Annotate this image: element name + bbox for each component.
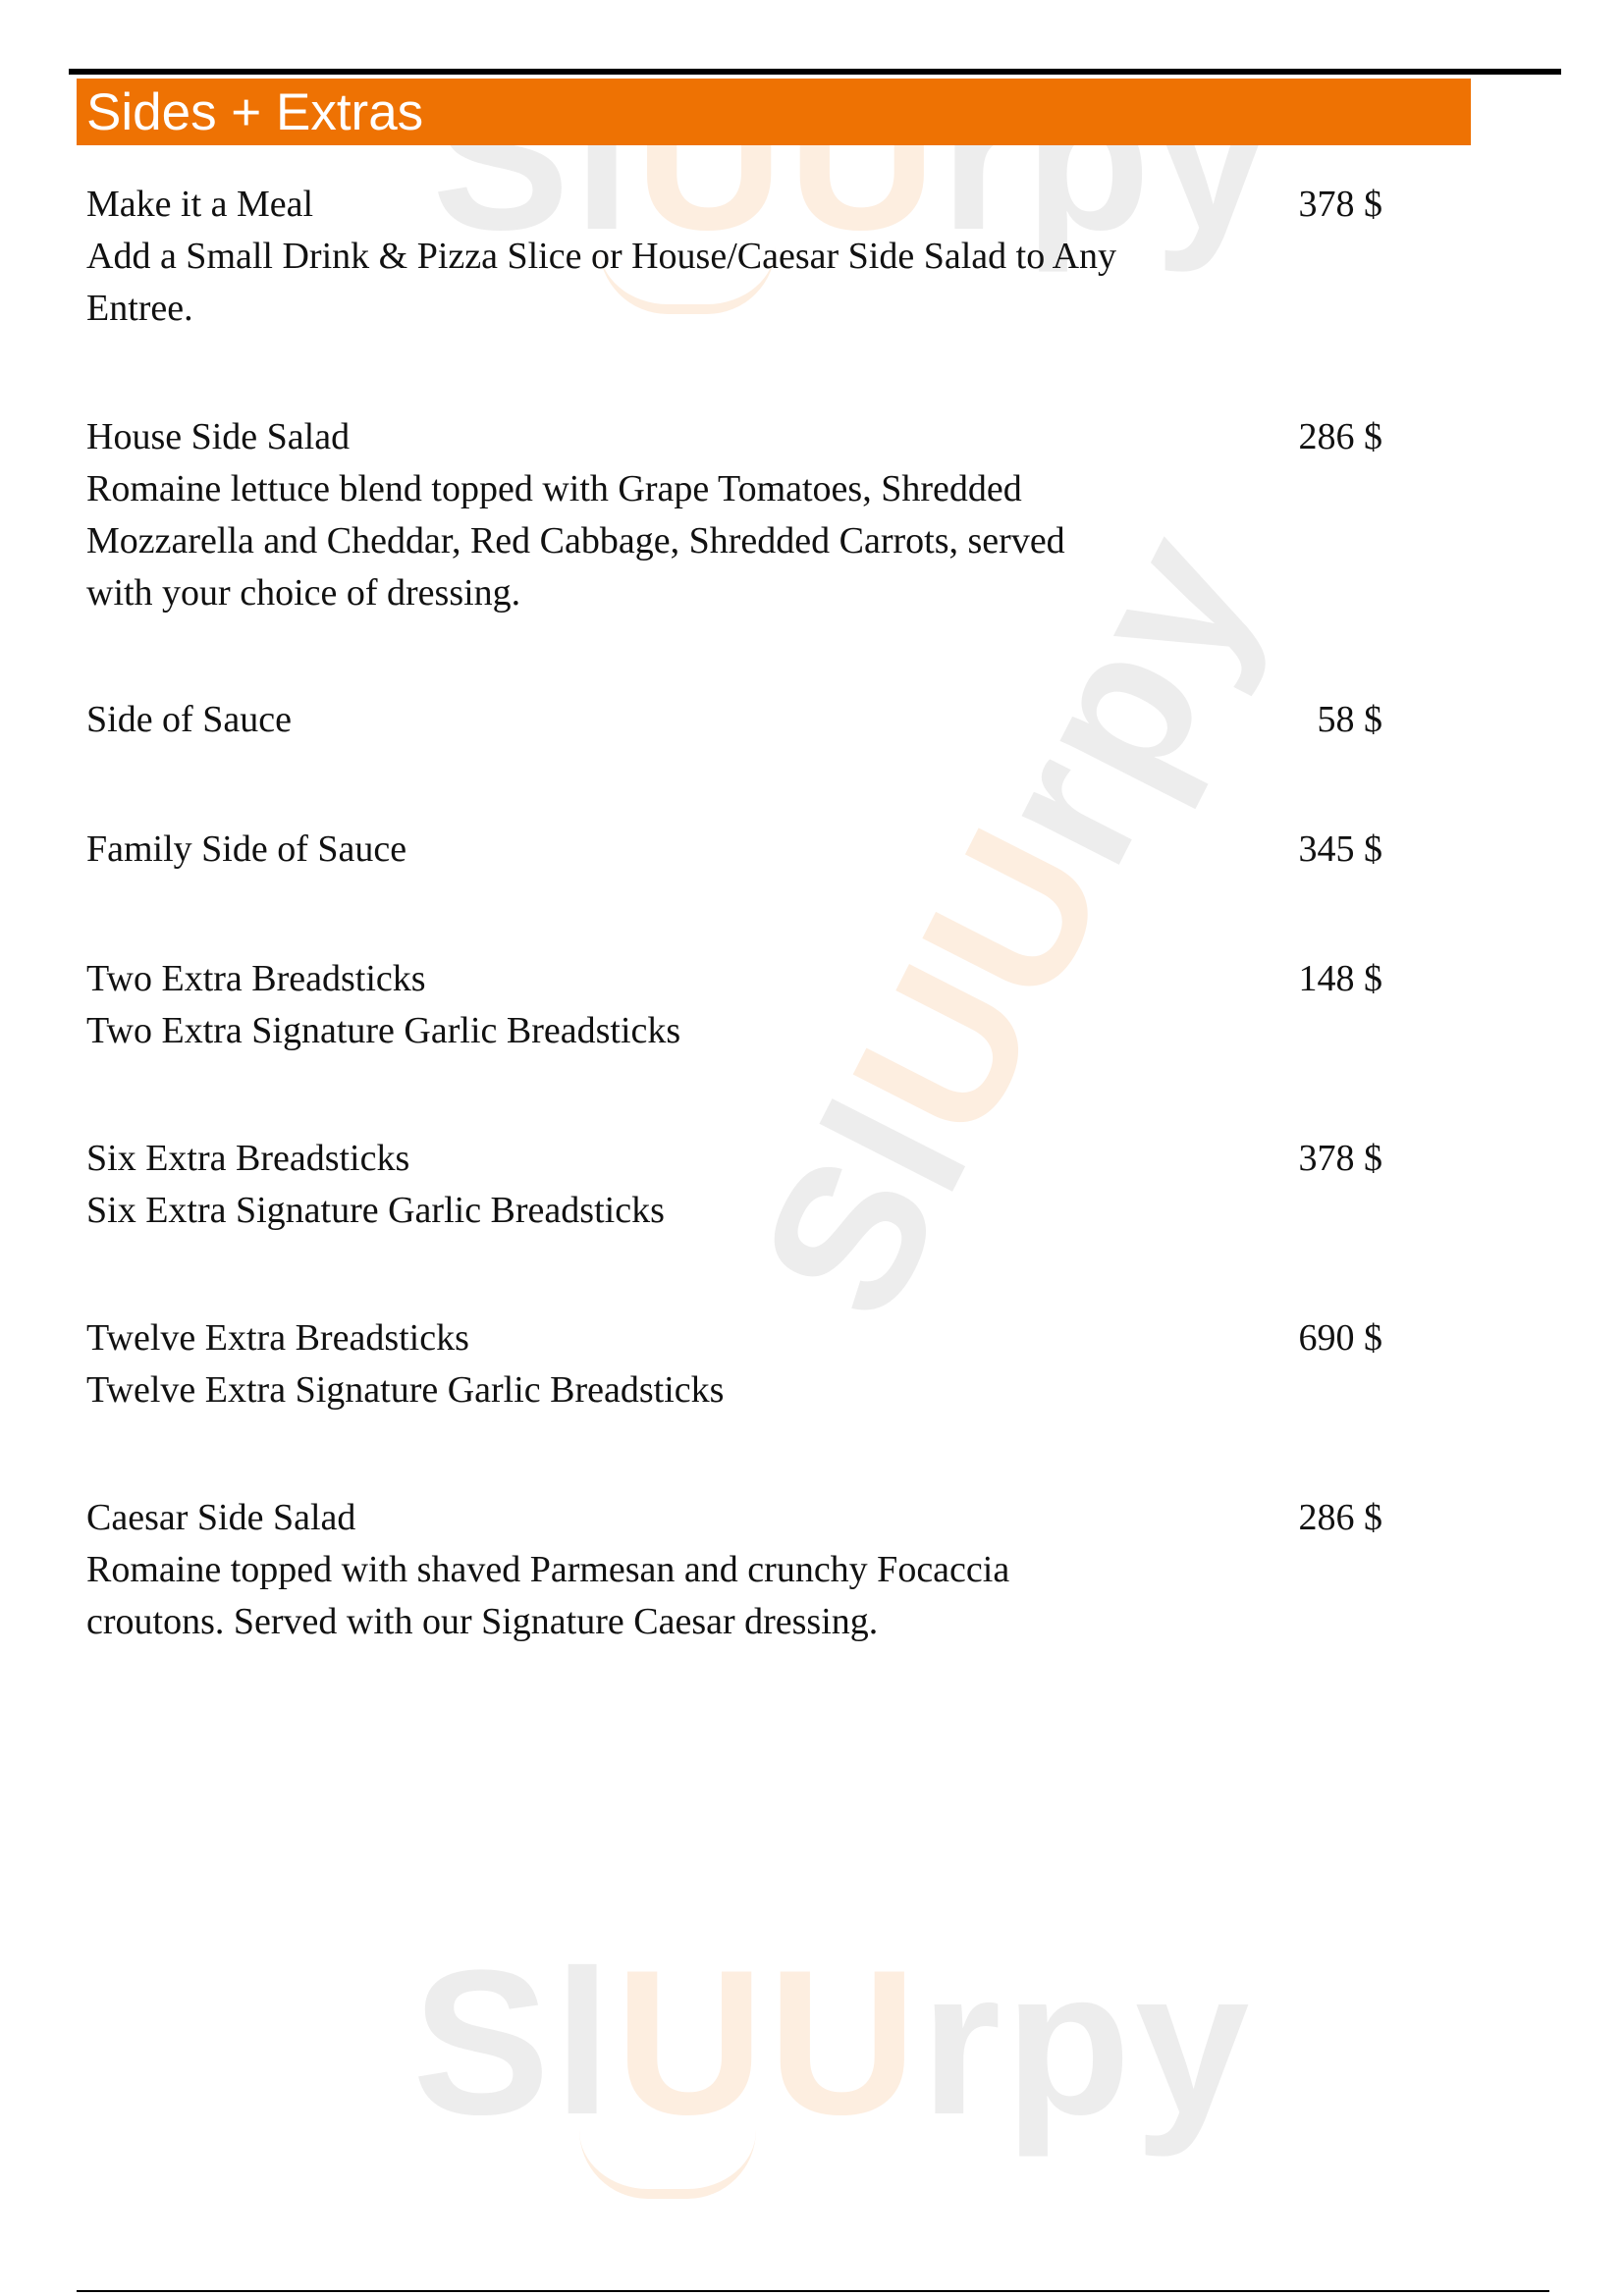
item-name: Two Extra Breadsticks: [86, 958, 426, 999]
menu-item: [86, 1312, 1382, 1416]
item-description: Two Extra Signature Garlic Breadsticks: [86, 1010, 681, 1051]
section-title: Sides + Extras: [86, 83, 424, 141]
item-price: 148 $: [1298, 958, 1382, 999]
item-price: 690 $: [1298, 1317, 1382, 1359]
item-description: Romaine lettuce blend topped with Grape Tomatoes, Shredded Mozzarella and Cheddar, Red Cabbage, Shredded Carrots, served with your choice of dressing.: [86, 468, 1065, 614]
item-description: Six Extra Signature Garlic Breadsticks: [86, 1190, 665, 1231]
item-price: 286 $: [1298, 1497, 1382, 1538]
menu-item: [86, 411, 1382, 619]
item-description: Romaine topped with shaved Parmesan and crunchy Focaccia croutons. Served with our Signature Caesar dressing.: [86, 1549, 1010, 1642]
item-description: Add a Small Drink & Pizza Slice or House/Caesar Side Salad to Any Entree.: [86, 236, 1117, 329]
item-name: Make it a Meal: [86, 184, 314, 225]
item-name: Family Side of Sauce: [86, 828, 407, 870]
watermark-swirl: [579, 2130, 756, 2199]
item-price: 378 $: [1298, 1138, 1382, 1179]
item-price: 58 $: [1317, 699, 1382, 740]
item-description: Twelve Extra Signature Garlic Breadsticks: [86, 1369, 725, 1411]
item-price: 345 $: [1298, 828, 1382, 870]
menu-item: [86, 694, 1382, 746]
item-price: 378 $: [1298, 184, 1382, 225]
bottom-rule: [77, 2290, 1549, 2292]
menu-item: [86, 1492, 1382, 1648]
item-name: Caesar Side Salad: [86, 1497, 356, 1538]
watermark-logo: SlUUrpy: [432, 42, 1273, 273]
item-name: Six Extra Breadsticks: [86, 1138, 410, 1179]
menu-item: [86, 1133, 1382, 1237]
menu-item: [86, 953, 1382, 1057]
watermark-logo: SlUUrpy: [412, 1927, 1254, 2158]
menu-item: [86, 824, 1382, 876]
item-name: Twelve Extra Breadsticks: [86, 1317, 469, 1359]
top-rule: [69, 69, 1561, 75]
item-name: Side of Sauce: [86, 699, 292, 740]
item-price: 286 $: [1298, 416, 1382, 457]
menu-item: [86, 179, 1382, 335]
watermark-logo: SlUUrpy: [715, 496, 1303, 1351]
item-name: House Side Salad: [86, 416, 351, 457]
